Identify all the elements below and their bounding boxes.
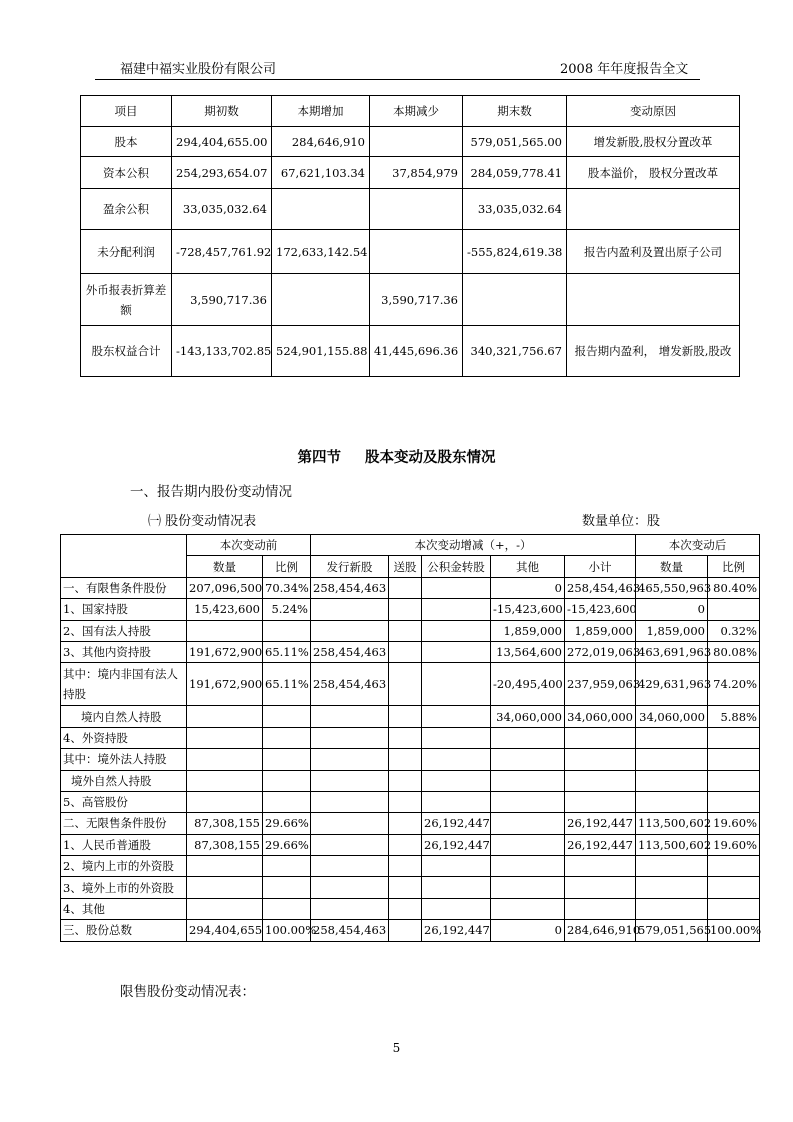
cell (311, 727, 389, 748)
cell (636, 877, 708, 898)
cell (187, 620, 263, 641)
section-heading (0, 446, 793, 467)
cell: 1,859,000 (491, 620, 565, 641)
cell: 股东权益合计 (81, 326, 172, 377)
cell (263, 749, 311, 770)
cell: 报告期内盈利， 增发新股,股改 (567, 326, 740, 377)
cell: -20,495,400 (491, 663, 565, 706)
row-label: 1、国家持股 (61, 599, 187, 620)
cell (187, 898, 263, 919)
cell: 29.66% (263, 834, 311, 855)
cell (565, 877, 636, 898)
cell: 465,550,963 (636, 577, 708, 598)
cell: 5.24% (263, 599, 311, 620)
cell: 1,859,000 (636, 620, 708, 641)
cell (370, 230, 463, 274)
subheader-qty-after: 数量 (636, 556, 708, 577)
table-row (61, 898, 760, 919)
cell (636, 749, 708, 770)
cell: 113,500,602 (636, 834, 708, 855)
cell: 579,051,565 (636, 920, 708, 941)
cell: 429,631,963 (636, 663, 708, 706)
cell (187, 706, 263, 727)
cell (370, 189, 463, 230)
cell (491, 770, 565, 791)
cell: 34,060,000 (565, 706, 636, 727)
cell: 增发新股,股权分置改革 (567, 127, 740, 157)
cell (565, 727, 636, 748)
subheader-ratio: 比例 (263, 556, 311, 577)
share-changes-table (60, 534, 760, 942)
cell (491, 834, 565, 855)
cell (311, 856, 389, 877)
cell (311, 898, 389, 919)
cell (389, 599, 422, 620)
page-number: 5 (392, 1041, 401, 1055)
cell (389, 663, 422, 706)
cell: 80.08% (708, 641, 760, 662)
cell (311, 706, 389, 727)
cell (422, 663, 491, 706)
cell (565, 770, 636, 791)
cell: 报告内盈利及置出原子公司 (567, 230, 740, 274)
cell: 26,192,447 (565, 813, 636, 834)
cell (491, 749, 565, 770)
cell (491, 856, 565, 877)
subheader-qty: 数量 (187, 556, 263, 577)
table-row (61, 834, 760, 855)
header-item: 项目 (81, 96, 172, 127)
cell: 0 (491, 920, 565, 941)
cell: 284,646,910 (565, 920, 636, 941)
cell (187, 727, 263, 748)
cell (370, 127, 463, 157)
cell: 0 (636, 599, 708, 620)
cell: 股本 (81, 127, 172, 157)
cell (389, 877, 422, 898)
cell (491, 877, 565, 898)
cell (272, 189, 370, 230)
cell: 272,019,063 (565, 641, 636, 662)
cell: 13,564,600 (491, 641, 565, 662)
cell (708, 856, 760, 877)
cell (422, 706, 491, 727)
cell: 26,192,447 (422, 920, 491, 941)
cell (389, 813, 422, 834)
cell (565, 898, 636, 919)
cell (636, 791, 708, 812)
cell (389, 856, 422, 877)
cell: 207,096,500 (187, 577, 263, 598)
cell: 26,192,447 (565, 834, 636, 855)
cell (567, 189, 740, 230)
row-label: 三、股份总数 (61, 920, 187, 941)
cell (187, 856, 263, 877)
header-opening: 期初数 (172, 96, 272, 127)
cell (263, 898, 311, 919)
cell (311, 791, 389, 812)
cell (389, 920, 422, 941)
cell: 0 (491, 577, 565, 598)
table-row (61, 577, 760, 598)
cell: 65.11% (263, 663, 311, 706)
cell (708, 877, 760, 898)
cell (636, 898, 708, 919)
cell (263, 706, 311, 727)
cell (263, 727, 311, 748)
row-label: 二、无限售条件股份 (61, 813, 187, 834)
cell (422, 770, 491, 791)
cell (311, 770, 389, 791)
cell (422, 877, 491, 898)
cell (422, 856, 491, 877)
cell (187, 749, 263, 770)
row-label: 境内自然人持股 (61, 706, 187, 727)
table-row (81, 127, 740, 157)
cell: 33,035,032.64 (463, 189, 567, 230)
cell: 284,646,910 (272, 127, 370, 157)
cell (311, 877, 389, 898)
cell: 191,672,900 (187, 663, 263, 706)
cell: 3,590,717.36 (172, 274, 272, 326)
cell (389, 770, 422, 791)
row-label: 4、其他 (61, 898, 187, 919)
cell (636, 770, 708, 791)
report-title: 2008 年年度报告全文 (560, 62, 689, 77)
table-row (61, 749, 760, 770)
table-row (81, 230, 740, 274)
section-number: 第四节 (297, 450, 341, 466)
group-header-row (61, 535, 760, 556)
row-label: 2、国有法人持股 (61, 620, 187, 641)
cell: 258,454,463 (311, 577, 389, 598)
table-row (81, 326, 740, 377)
cell: 74.20% (708, 663, 760, 706)
row-label: 3、境外上市的外资股 (61, 877, 187, 898)
company-name: 福建中福实业股份有限公司 (120, 62, 277, 77)
cell (263, 770, 311, 791)
cell (422, 620, 491, 641)
cell: 100.00% (263, 920, 311, 941)
corner-cell (61, 535, 187, 578)
table-row (61, 856, 760, 877)
cell: 股本溢价， 股权分置改革 (567, 157, 740, 189)
cell (311, 834, 389, 855)
cell: 80.40% (708, 577, 760, 598)
cell (491, 727, 565, 748)
cell: 172,633,142.54 (272, 230, 370, 274)
equity-changes-table (80, 95, 740, 377)
cell: 254,293,654.07 (172, 157, 272, 189)
cell (565, 791, 636, 812)
cell (311, 620, 389, 641)
table-row (81, 189, 740, 230)
cell (491, 898, 565, 919)
cell (389, 620, 422, 641)
cell (708, 727, 760, 748)
table-row (61, 791, 760, 812)
table-row (61, 663, 760, 706)
cell: 191,672,900 (187, 641, 263, 662)
cell: 579,051,565.00 (463, 127, 567, 157)
cell: -143,133,702.85 (172, 326, 272, 377)
cell: 100.00% (708, 920, 760, 941)
table-row (61, 599, 760, 620)
table-row (61, 620, 760, 641)
cell (565, 749, 636, 770)
cell: 463,691,963 (636, 641, 708, 662)
cell (422, 791, 491, 812)
table-row (81, 157, 740, 189)
subheader-ratio-after: 比例 (708, 556, 760, 577)
header-before: 本次变动前 (187, 535, 311, 556)
row-label: 3、其他内资持股 (61, 641, 187, 662)
cell (708, 599, 760, 620)
table-row (61, 813, 760, 834)
cell: 258,454,463 (565, 577, 636, 598)
row-label: 5、高管股份 (61, 791, 187, 812)
cell: 41,445,696.36 (370, 326, 463, 377)
cell: 294,404,655 (187, 920, 263, 941)
table-row (81, 274, 740, 326)
cell (491, 791, 565, 812)
cell (389, 898, 422, 919)
cell: 258,454,463 (311, 663, 389, 706)
cell: 19.60% (708, 813, 760, 834)
table-row (61, 706, 760, 727)
row-label: 境外自然人持股 (61, 770, 187, 791)
cell (422, 727, 491, 748)
cell (263, 791, 311, 812)
table-row (61, 877, 760, 898)
cell: 67,621,103.34 (272, 157, 370, 189)
cell: 113,500,602 (636, 813, 708, 834)
cell: -15,423,600 (565, 599, 636, 620)
cell (708, 749, 760, 770)
cell (636, 856, 708, 877)
cell: 524,901,155.88 (272, 326, 370, 377)
row-label: 2、境内上市的外资股 (61, 856, 187, 877)
cell (565, 856, 636, 877)
row-label: 其中：境外法人持股 (61, 749, 187, 770)
cell (422, 898, 491, 919)
cell (422, 749, 491, 770)
cell: 26,192,447 (422, 834, 491, 855)
cell (708, 770, 760, 791)
cell: 3,590,717.36 (370, 274, 463, 326)
cell: 1,859,000 (565, 620, 636, 641)
subheader-new-issue: 发行新股 (311, 556, 389, 577)
cell (389, 727, 422, 748)
cell (389, 834, 422, 855)
cell (389, 791, 422, 812)
cell: 0.32% (708, 620, 760, 641)
cell (187, 791, 263, 812)
cell: -555,824,619.38 (463, 230, 567, 274)
header-divider (95, 79, 700, 80)
cell: 未分配利润 (81, 230, 172, 274)
cell (567, 274, 740, 326)
subheader-bonus: 送股 (389, 556, 422, 577)
table-row (61, 770, 760, 791)
cell: 340,321,756.67 (463, 326, 567, 377)
cell (708, 791, 760, 812)
cell (263, 877, 311, 898)
cell: 284,059,778.41 (463, 157, 567, 189)
cell: 29.66% (263, 813, 311, 834)
cell (263, 620, 311, 641)
cell (708, 898, 760, 919)
cell: 258,454,463 (311, 920, 389, 941)
cell (422, 577, 491, 598)
unit-label: 数量单位：股 (582, 514, 661, 529)
row-label: 其中：境内非国有法人持股 (61, 663, 187, 706)
cell (389, 577, 422, 598)
table-caption: ㈠ 股份变动情况表 (148, 514, 257, 529)
cell: 盈余公积 (81, 189, 172, 230)
cell (389, 749, 422, 770)
cell (187, 877, 263, 898)
cell: 70.34% (263, 577, 311, 598)
cell: 87,308,155 (187, 834, 263, 855)
header-decrease: 本期减少 (370, 96, 463, 127)
cell (311, 599, 389, 620)
table-row (61, 920, 760, 941)
row-label: 4、外资持股 (61, 727, 187, 748)
header-increase: 本期增加 (272, 96, 370, 127)
cell (311, 749, 389, 770)
equity-table-header-row (81, 96, 740, 127)
row-label: 一、有限售条件股份 (61, 577, 187, 598)
table-row (61, 641, 760, 662)
header-after: 本次变动后 (636, 535, 760, 556)
cell: -15,423,600 (491, 599, 565, 620)
header-reason: 变动原因 (567, 96, 740, 127)
cell: 15,423,600 (187, 599, 263, 620)
cell: 34,060,000 (636, 706, 708, 727)
cell: -728,457,761.92 (172, 230, 272, 274)
cell (491, 813, 565, 834)
cell: 258,454,463 (311, 641, 389, 662)
cell (422, 641, 491, 662)
cell: 65.11% (263, 641, 311, 662)
header-change: 本次变动增减（+，-） (311, 535, 636, 556)
cell (389, 706, 422, 727)
cell: 5.88% (708, 706, 760, 727)
cell (187, 770, 263, 791)
cell (272, 274, 370, 326)
row-label: 1、人民币普通股 (61, 834, 187, 855)
cell (263, 856, 311, 877)
cell (311, 813, 389, 834)
cell: 294,404,655.00 (172, 127, 272, 157)
cell: 19.60% (708, 834, 760, 855)
cell: 37,854,979 (370, 157, 463, 189)
restricted-shares-note: 限售股份变动情况表： (120, 984, 255, 1000)
cell: 外币报表折算差额 (81, 274, 172, 326)
cell (389, 641, 422, 662)
cell (463, 274, 567, 326)
subheader-reserve: 公积金转股 (422, 556, 491, 577)
cell: 33,035,032.64 (172, 189, 272, 230)
cell: 87,308,155 (187, 813, 263, 834)
cell (636, 727, 708, 748)
header-closing: 期末数 (463, 96, 567, 127)
cell (422, 599, 491, 620)
cell: 237,959,063 (565, 663, 636, 706)
subsection-heading: 一、报告期内股份变动情况 (130, 484, 292, 500)
section-title: 股本变动及股东情况 (365, 450, 496, 466)
table-row (61, 727, 760, 748)
subheader-other: 其他 (491, 556, 565, 577)
cell: 资本公积 (81, 157, 172, 189)
subheader-subtotal: 小计 (565, 556, 636, 577)
cell: 26,192,447 (422, 813, 491, 834)
cell: 34,060,000 (491, 706, 565, 727)
